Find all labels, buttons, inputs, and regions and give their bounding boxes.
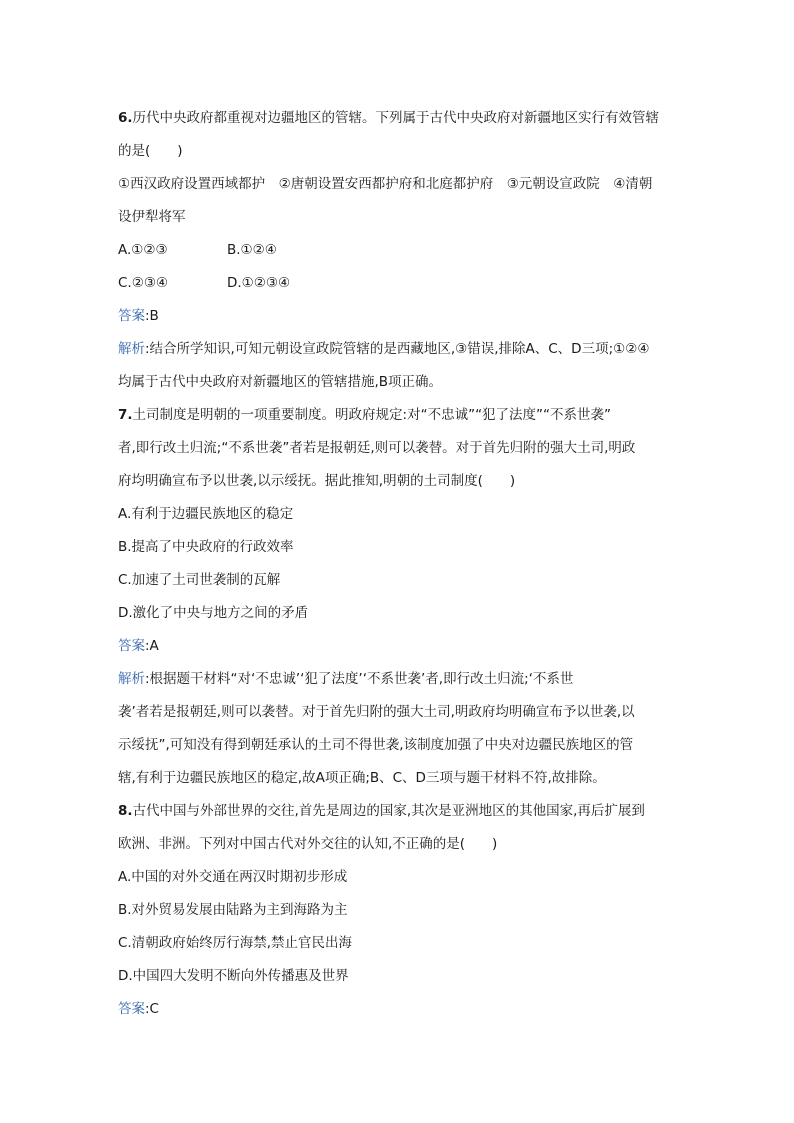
question-stem-line: 6.历代中央政府都重视对边疆地区的管辖。下列属于古代中央政府对新疆地区实行有效管辖 <box>118 110 660 126</box>
question-stem-line: 者,即行改土归流;“不系世袭”者若是报朝廷,则可以袭替。对于首先归附的强大土司,明政 <box>118 440 636 456</box>
option-row <box>118 234 676 267</box>
answer-label: 答案 <box>118 308 145 324</box>
option-c: C.②③④ <box>118 275 169 291</box>
option-b: B.①②④ <box>227 242 277 258</box>
question-stem-line: 7.土司制度是明朝的一项重要制度。明政府规定:对“不忠诚”“犯了法度”“不系世袭” <box>118 407 612 423</box>
answer-line <box>118 300 676 333</box>
question-number: 7. <box>118 407 133 423</box>
question-7 <box>118 399 676 795</box>
answer-value: :A <box>145 638 159 654</box>
answer-value: :B <box>145 308 159 324</box>
answer-label: 答案 <box>118 638 145 654</box>
option-c: C.加速了土司世袭制的瓦解 <box>118 572 281 588</box>
analysis-line: 均属于古代中央政府对新疆地区的管辖措施,B项正确。 <box>118 374 443 390</box>
question-item-line: ①西汉政府设置西域都护 ②唐朝设置安西都护府和北庭都护府 ③元朝设宣政院 ④清朝 <box>118 176 653 192</box>
answer-value: :C <box>145 1001 159 1017</box>
option-d: D.①②③④ <box>227 275 291 291</box>
document-page <box>118 102 676 1026</box>
option-row <box>118 267 676 300</box>
analysis-line: 辖,有利于边疆民族地区的稳定,故A项正确;B、C、D三项与题干材料不符,故排除。 <box>118 770 606 786</box>
option-a: A.中国的对外交通在两汉时期初步形成 <box>118 869 348 885</box>
question-6 <box>118 102 676 399</box>
option-b: B.对外贸易发展由陆路为主到海路为主 <box>118 902 348 918</box>
answer-label: 答案 <box>118 1001 145 1017</box>
question-stem-line: 8.古代中国与外部世界的交往,首先是周边的国家,其次是亚洲地区的其他国家,再后扩展到 <box>118 803 645 819</box>
answer-line <box>118 993 676 1026</box>
option-a: A.有利于边疆民族地区的稳定 <box>118 506 294 522</box>
question-number: 6. <box>118 110 133 126</box>
question-item-line: 设伊犁将军 <box>118 209 186 225</box>
option-b: B.提高了中央政府的行政效率 <box>118 539 294 555</box>
option-a: A.①②③ <box>118 242 168 258</box>
question-stem-line: 府均明确宣布予以世袭,以示绥抚。据此推知,明朝的土司制度( ) <box>118 473 516 489</box>
question-stem-line: 欧洲、非洲。下列对中国古代对外交往的认知,不正确的是( ) <box>118 836 498 852</box>
analysis-line: 示绥抚”,可知没有得到朝廷承认的土司不得世袭,该制度加强了中央对边疆民族地区的管 <box>118 737 634 753</box>
option-d: D.中国四大发明不断向外传播惠及世界 <box>118 968 349 984</box>
question-8 <box>118 795 676 1026</box>
question-number: 8. <box>118 803 133 819</box>
analysis-line: 解析:根据题干材料“对‘不忠诚’‘犯了法度’‘不系世袭’者,即行改土归流;‘不系世 <box>118 671 574 687</box>
answer-line <box>118 630 676 663</box>
option-c: C.清朝政府始终厉行海禁,禁止官民出海 <box>118 935 353 951</box>
option-d: D.激化了中央与地方之间的矛盾 <box>118 605 309 621</box>
analysis-line: 解析:结合所学知识,可知元朝设宣政院管辖的是西藏地区,③错误,排除A、C、D三项;①②④ <box>118 341 650 357</box>
analysis-line: 袭’者若是报朝廷,则可以袭替。对于首先归附的强大土司,明政府均明确宣布予以世袭,以 <box>118 704 635 720</box>
question-stem-line: 的是( ) <box>118 143 183 159</box>
analysis-label: 解析 <box>118 671 145 687</box>
analysis-label: 解析 <box>118 341 145 357</box>
